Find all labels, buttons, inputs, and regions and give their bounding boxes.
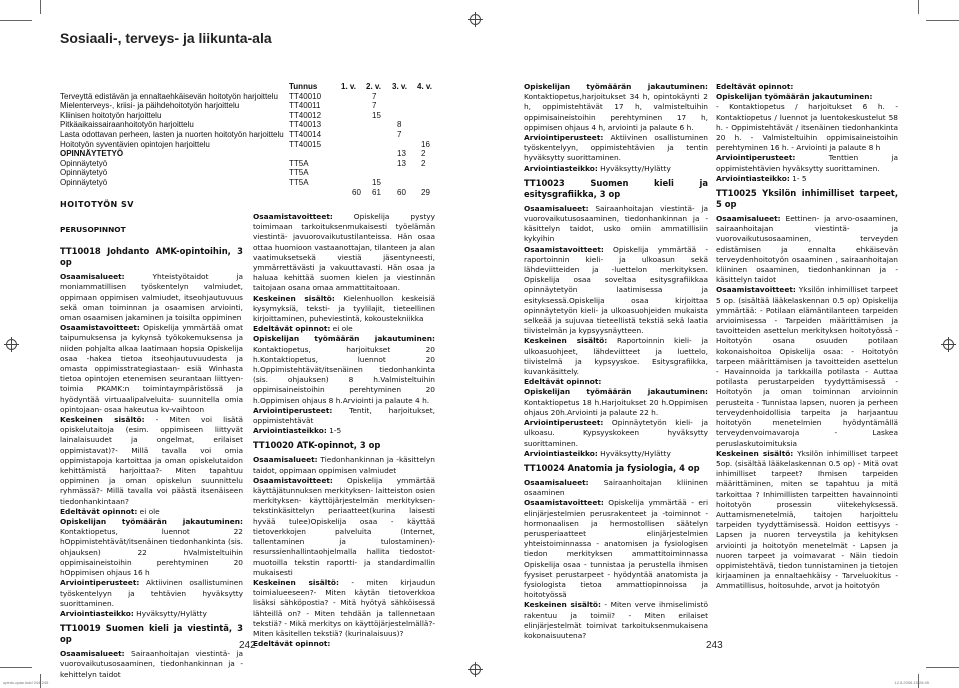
paragraph xyxy=(60,578,243,609)
label: Osaamisalueet: xyxy=(716,214,781,224)
text: - Miten voi lisätä opiskelutaitoja (esim. oppimiseen liittyvät lainalaisuudet ja ongelmat, erilaiset oppimistavat)?- Millä tavalla voi omia oppimistapoja kartoittaa ja oman opiskelutaidon kehittämistä harjoittaa?- Miten tapahtuu oppiminen ja oman opiskelun suunnittelu ryhmässä?- Millä tavalla voi päästä itsenäiseen tiedonhankintaan? xyxy=(60,415,243,506)
paragraph xyxy=(524,387,708,418)
crop-mark xyxy=(926,667,959,668)
section-heading: HOITOTYÖN SV xyxy=(60,200,134,209)
course-table-row xyxy=(60,92,440,102)
table-cell-v4: 16 xyxy=(421,139,430,149)
paragraph xyxy=(253,324,435,334)
table-cell-v4: 2 xyxy=(421,158,426,168)
course-title: TT10020 ATK-opinnot, 3 op xyxy=(253,440,381,451)
course-table-row xyxy=(60,120,440,130)
paragraph xyxy=(253,406,435,426)
registration-mark-icon xyxy=(470,664,481,675)
paragraph xyxy=(524,82,708,133)
table-cell-v2: 15 xyxy=(372,110,381,120)
course-table-row xyxy=(60,130,440,140)
label: Edeltävät opinnot: xyxy=(716,82,794,91)
paragraph xyxy=(253,294,435,325)
course-table-row xyxy=(60,111,440,121)
text: Opiskelija ymmärtää - raportoinnin kieli- ja ulkoasun sekä lähdeviitteiden ja -luettelon merkityksen. Opiskelija osaa soveltaa esitysgrafiikkaa opinnäytetyön laatimisessa ja esityksessä.Opiskelija osaa kirjoittaa opinnäytetyön kieli- ja ulkoasuohjeiden mukaista selkeää ja sujuvaa tieteellistä tekstiä sekä laatia tiivistelmän ja kypsyysnäytteen. xyxy=(524,244,708,336)
label: Osaamisalueet: xyxy=(60,272,125,282)
table-cell-code: TT40012 xyxy=(289,110,322,120)
paragraph xyxy=(253,455,435,475)
registration-mark-icon xyxy=(6,339,17,350)
table-cell-v3: 8 xyxy=(397,120,402,130)
label: Osaamisalueet: xyxy=(60,649,125,659)
label: Osaamistavoitteet: xyxy=(524,244,604,254)
paragraph xyxy=(60,272,243,323)
label: Osaamisalueet: xyxy=(253,455,318,465)
text: Hyväksytty/Hylätty xyxy=(133,608,207,618)
paragraph xyxy=(524,377,708,387)
label: Osaamistavoitteet: xyxy=(253,212,333,221)
label: Arviointiperusteet: xyxy=(253,405,333,415)
text-column-4 xyxy=(716,82,898,592)
table-cell-code: TT5A xyxy=(289,168,309,178)
table-cell-name: Pitkäaikaissairaanhoitotyön harjoittelu xyxy=(60,120,194,130)
label: Edeltävät opinnot: xyxy=(253,324,331,334)
text: Kontaktiopetus, harjoitukset 20 h.Kontaktiopetus, luennot 20 h.Oppimistehtävät/itsenäinen tiedonhankinta (sis. ohjauksen) 8 h.Valmisteltuihin oppimisaineistoihin perehtyminen 20 h.Oppimisen ohjaus 8 h.Arviointi ja palaute 4 h. xyxy=(253,344,435,405)
text: Sairaanhoitajan viestintä- ja vuorovaikutusosaaminen, tiedonhankinnan ja -kehittelyn taidot xyxy=(60,649,243,679)
crop-mark xyxy=(926,20,959,21)
label: Opiskelijan työmäärän jakautuminen: xyxy=(253,334,435,344)
text: Eettinen- ja arvo-osaaminen, sairaanhoitajan viestintä- ja vuorovaikutusosaaminen, terveyden edistämisen ja ennalta ehkäisevän terveydenhoitotyön osaaminen , sairaanhoitajan kliininen osaaminen, tiedonhankinnan ja -käsittelyn taidot xyxy=(716,214,898,285)
text: Opiskelija ymmärtää - eri elinjärjestelmien perusrakenteet ja -toiminnot - hormonaalisen ja hermostollisen säätelyn perusperiaatteet elinjärjestelmien yhteistoiminnassa - anatomisen ja fysiologisen tiedon merkityksen ammattitoiminnassa Opiskelija osaa - tunnistaa ja perustella ihmisen fyysiset perustarpeet - hyödyntää anatomista ja fysiologista tietoa ammattiopinnoissa ja hoitotyössä xyxy=(524,498,708,600)
text: Kielenhuollon keskeisiä kysymyksiä, teksti- ja tyylilajit, tieteellinen kirjoittaminen, puheviestintä, kokoustekniikka xyxy=(253,293,435,324)
paragraph xyxy=(524,449,708,459)
course-table-row xyxy=(60,149,440,159)
table-cell-code: TT40010 xyxy=(289,91,322,101)
table-cell-code: TT5A xyxy=(289,158,309,168)
paragraph xyxy=(60,517,243,578)
crop-mark xyxy=(0,667,32,668)
paragraph xyxy=(716,214,898,285)
text: Kontaktiopetus,harjoitukset 34 h, opintokäynti 2 h, oppimistehtävät 17 h, valmisteltuihin oppimisaineistoihin perehtyminen 17 h, oppimisen ohjaus 4 h, arviointi ja palaute 6 h. xyxy=(524,92,708,132)
course-table xyxy=(60,82,440,197)
text: 1-5 xyxy=(326,426,342,436)
header-year2: 2. v. xyxy=(366,82,381,91)
table-cell-v4: 2 xyxy=(421,149,426,159)
paragraph xyxy=(253,426,435,436)
paragraph xyxy=(60,415,243,507)
header-year4: 4. v. xyxy=(417,82,432,91)
registration-mark-icon xyxy=(943,339,954,350)
text: Hyväksytty/Hylätty xyxy=(597,163,671,173)
table-cell-code: TT40015 xyxy=(289,139,322,149)
text: Aktiivinen osallistuminen työskentelyyn ja tehtävien hyväksytty suorittaminen. xyxy=(60,578,243,608)
paragraph xyxy=(524,478,708,498)
text: Aktiivinen osallistuminen työskentelyyn, oppimistehtävien ja tentin hyväksytty suorittaminen. xyxy=(524,133,708,163)
text: Sairaanhoitajan kliininen osaaminen xyxy=(524,477,708,498)
paragraph xyxy=(716,92,898,102)
paragraph xyxy=(716,174,898,184)
label: Arviointiasteikko: xyxy=(60,608,134,618)
text: Yksilön inhimilliset tarpeet 5 op. (sisältää lääkelaskennan 0.5 op) Opiskelija ymmärtää: - Potilaan elämäntilanteen tarpeiden arvioimisessa - Tarpeiden määrittämisen ja tavoitteiden asettelun merkityksen hoitotyössä - Hoitotyön osana osuuden potilaan kokonaishoitoa Opiskelija osaa: - Hoitotyön tarpeen määrittämisen ja tavoitteiden asettelun - Havainnoida ja tarkkailla potilasta - Auttaa potilasta perustarpeiden tyydyttämisessä - Hoitotyön ja oman toiminnan arvioinnin perusteita - Tunnistaa lapsen, nuoren ja perheen terveydenhoidollisia tarpeita ja harjaantuu hoitotyön menetelmien hyödyntämällä terveydenvoimavaroja - Laskea peruslaskutoimituksia xyxy=(716,285,898,448)
crop-mark xyxy=(0,20,32,21)
text: Opinnäytetyön kieli- ja ulkoasu. Kypsyyskokeen hyväksytty suorittaminen. xyxy=(524,418,708,448)
paragraph xyxy=(253,212,435,294)
course-table-row xyxy=(60,140,440,150)
label: Edeltävät opinnot: xyxy=(524,377,602,387)
table-cell-v3: 13 xyxy=(397,149,406,159)
page-number-right: 243 xyxy=(706,640,723,651)
text-column-3 xyxy=(524,82,708,641)
label: Opiskelijan työmäärän jakautuminen: xyxy=(60,517,243,527)
label: Osaamisalueet: xyxy=(524,203,589,213)
course-table-row xyxy=(60,188,440,198)
text: Kontaktiopetus, luennot 22 hOppimistehtävät/itsenäinen tiedonhankinta (sis. ohjauksen) 22 hValmisteltuihin oppimisaineistoihin perehtyminen 20 hOppimisen ohjaus 16 h xyxy=(60,527,243,578)
course-title: TT10019 Suomen kieli ja viestintä, 3 op xyxy=(60,623,243,645)
table-cell-v3: 7 xyxy=(397,129,402,139)
label: Arviointiperusteet: xyxy=(524,418,604,428)
paragraph xyxy=(60,507,243,517)
header-year3: 3. v. xyxy=(392,82,407,91)
paragraph xyxy=(716,102,898,153)
label: Edeltävät opinnot: xyxy=(253,639,331,649)
text: Tenttien ja oppimistehtävien hyväksytty suorittaminen. xyxy=(716,153,898,173)
text: - Kontaktiopetus / harjoitukset 6 h. - Kontaktiopetus / luennot ja luentokeskustelut 58 h. - Oppimistehtävät / itsenäinen tiedonhankinta 20 h. - Valmisteltuihin oppimisaineistoihin perehtyminen 16 h. - Arviointi ja palaute 8 h xyxy=(716,102,898,153)
course-table-row xyxy=(60,168,440,178)
text: - miten kirjaudun toimialueeseen?- Miten käytän tietoverkkoa lisäksi sähköpostia? - Mitä hyötyä sähköisessä lähteillä on? - Miten tehdään ja tallennetaan tekstiä? - Mikä merkitys on käyttöjärjestelmällä?- Miten käsitellen tekstiä? (kurinalaisuus)? xyxy=(253,577,436,638)
spread-title: Sosiaali-, terveys- ja liikunta-ala xyxy=(60,30,272,46)
label: Arviointiperusteet: xyxy=(60,578,140,588)
text: ei ole xyxy=(137,506,160,516)
table-cell-name: Lasta odottavan perheen, lasten ja nuorten hoitotyön harjoittelu xyxy=(60,129,284,139)
course-table-row xyxy=(60,178,440,188)
table-cell-v2: 61 xyxy=(372,187,381,197)
text: Tentit, harjoitukset, oppimistehtävät xyxy=(253,405,435,426)
slug-right: 12.8.2008 15:26:45 xyxy=(894,680,929,685)
crop-mark xyxy=(40,0,41,14)
text: Sairaanhoitajan viestintä- ja vuorovaikutusosaaminen, tiedonhankinnan ja -käsittelyn taidot, usko omiin ammatillisiin kykyihin xyxy=(524,203,708,244)
label: Arviointiasteikko: xyxy=(524,448,598,458)
label: Arviointiperusteet: xyxy=(524,133,604,143)
label: Osaamistavoitteet: xyxy=(716,285,796,295)
text: Yhteistyötaidot ja moniammatillisen työskentelyn valmiudet, oppimaan oppimisen valmiudet, itseohjautuvuus sekä oman toiminnan ja osaamisen arviointi, oman osaamisen jakaminen ja toisilta oppiminen xyxy=(60,272,243,323)
course-title: TT10018 Johdanto AMK-opintoihin, 3 op xyxy=(60,246,243,268)
label: Arviointiasteikko: xyxy=(716,173,790,183)
label: Opiskelijan työmäärän jakautuminen: xyxy=(524,82,708,91)
course-table-row xyxy=(60,159,440,169)
table-cell-code: TT40011 xyxy=(289,101,321,111)
paragraph xyxy=(253,476,435,578)
table-cell-v4: 29 xyxy=(421,187,430,197)
label: Opiskelijan työmäärän jakautuminen: xyxy=(524,387,708,397)
label: Osaamistavoitteet: xyxy=(60,323,140,333)
label: Opiskelijan työmäärän jakautuminen: xyxy=(716,92,873,102)
label: Arviointiasteikko: xyxy=(253,426,327,436)
table-cell-name: Opinnäytetyö xyxy=(60,158,108,168)
label: Osaamistavoitteet: xyxy=(253,475,333,485)
label: Keskeinen sisältö: xyxy=(524,336,608,346)
label: Keskeinen sisältö: xyxy=(253,293,335,303)
table-cell-name: Opinnäytetyö xyxy=(60,168,108,178)
label: Osaamistavoitteet: xyxy=(524,498,604,508)
paragraph xyxy=(524,164,708,174)
table-cell-name: Terveyttä edistävän ja ennaltaehkäisevän hoitotyön harjoittelu xyxy=(60,91,278,101)
course-table-header xyxy=(60,82,440,92)
text: Opiskelija pystyy toimimaan tarkoituksenmukaisesti työelämän viestintä- javuorovaikutustilanteissa. Hän osaa ottaa huomioon vastaanottajan, tilanteen ja alan vaatimuksetsekä viestiä jäsentyneesti, ymmärrettävästi ja vakuuttavasti. Hän osaa ja haluaa kehittää suomen kielen ja viestinnän taitojaan osana omaa ammattitaitoaan. xyxy=(253,212,435,293)
slug-left: opinto-opas.indd 244-245 xyxy=(3,680,49,685)
table-cell-name: Mielenterveys-, kriisi- ja päihdehoitotyön harjoittelu xyxy=(60,101,240,111)
paragraph xyxy=(253,334,435,405)
label: Keskeinen sisältö: xyxy=(253,577,339,587)
course-title: TT10023 Suomen kieli ja esitysgrafiikka, 3 op xyxy=(524,177,708,199)
course-title: TT10025 Yksilön inhimilliset tarpeet, 5 op xyxy=(716,188,898,210)
text: Opiskelija ymmärtää omat taipumuksensa ja kykynsä työkokemuksensa ja niiden pohjalta alkaa laatimaan hopsia Opiskelija osaa -hakea tietoa itseohjautuvuudesta ja omasta oppimisstrategiastaan- esiä Winhasta tietoa opintojen etenemisen seurantaan liittyen- toimia PKAMK:n toimintaympäristössä ja hyödyntää virtuaalipalveluita- suunnitella omia opintojaan- osaa hakeutua kv-vaihtoon xyxy=(60,323,243,414)
paragraph xyxy=(524,204,708,245)
label: Keskeinen sisältö: xyxy=(60,415,145,425)
paragraph xyxy=(524,600,708,641)
table-cell-v2: 7 xyxy=(372,91,377,101)
paragraph xyxy=(716,153,898,173)
table-cell-v2: 7 xyxy=(372,101,377,111)
label: Arviointiperusteet: xyxy=(716,153,796,163)
label: Arviointiasteikko: xyxy=(524,163,598,173)
paragraph xyxy=(524,133,708,164)
header-code: Tunnus xyxy=(289,82,318,91)
table-cell-name: Opinnäytetyö xyxy=(60,177,108,187)
subheading: PERUSOPINNOT xyxy=(60,225,126,234)
header-year1: 1. v. xyxy=(341,82,356,91)
table-cell-name: OPINNÄYTETYÖ xyxy=(60,149,124,159)
label: Keskeinen sisältö: xyxy=(716,448,794,458)
table-cell-v3: 13 xyxy=(397,158,406,168)
paragraph xyxy=(716,285,898,448)
table-cell-name: Kliinisen hoitotyön harjoittelu xyxy=(60,110,162,120)
registration-mark-icon xyxy=(470,14,481,25)
paragraph xyxy=(253,578,435,639)
label: Keskeinen sisältö: xyxy=(524,600,601,610)
paragraph xyxy=(524,418,708,449)
text: Kontaktiopetus 18 h.Harjoitukset 20 h.Oppimisen ohjaus 20h.Arviointi ja palaute 22 h. xyxy=(524,397,708,417)
text-column-2 xyxy=(253,212,435,649)
paragraph xyxy=(716,449,898,592)
course-table-row xyxy=(60,101,440,111)
table-cell-v3: 60 xyxy=(397,187,406,197)
text: Raportoinnin kieli- ja ulkoasuohjeet, lähdeviitteet ja luettelo, tiivistelmä ja kypsyyskoe. Esitysgrafiikka, kuvankäsittely. xyxy=(524,336,709,377)
paragraph xyxy=(716,82,898,92)
label: Edeltävät opinnot: xyxy=(60,506,138,516)
text: Opiskelija ymmärtää käyttäjätunnuksen merkityksen- laitteiston osien merkityksen- käyttöjärjestelmän merkityksen- tekstinkäsittelyn periaatteet(kurina laisesti hyvää tulee)Opiskelija osaa - käyttää tietoverkkojen palveluita (Internet, tallentaminen ja tulostaminen)- resurssienhallintaohjelmalla hallita tiedostot- muotoilla tekstin raportti- ja standardimallin mukaisesti xyxy=(253,475,435,577)
crop-mark xyxy=(918,0,919,14)
paragraph xyxy=(253,639,435,649)
paragraph xyxy=(60,323,243,415)
text-column-1 xyxy=(60,225,243,680)
table-cell-v2: 15 xyxy=(372,177,381,187)
course-title: TT10024 Anatomia ja fysiologia, 4 op xyxy=(524,462,700,473)
text: Hyväksytty/Hylätty xyxy=(597,448,671,458)
table-cell-name: Hoitotyön syventävien opintojen harjoittelu xyxy=(60,139,210,149)
paragraph xyxy=(524,336,708,377)
table-cell-v1: 60 xyxy=(352,187,361,197)
text: Yksilön inhimilliset tarpeet 5op. (sisältää lääkelaskennan 0.5 op) - Mitä ovat inhimilliset tarpeet? Ihmisen tarpeiden määrittäminen, miten se tapahtuu ja mitä tarkoittaa ? Inhimillisten tarpeitten havainnointi hoitotyön prosessin viitekehyksessä. Auttamismenetelmiä, taitojen harjoittelu tarpeiden tyydyttämisessä. Hoidon eettisyys - Lapsen ja nuoren terveystila ja kehityksen arviointi ja hoitotyön menetelmät - Lapsen ja nuoren tarpeet ja voimavarat - Näin tiedoin oppimistehtävä, tiedon tunnistaminen ja tietojen kirjaaminen ja ennaltaehkäisy - Tarveluokitus - Ammatillisus, hoitosuhde, arvot ja hoitotyön xyxy=(716,448,898,591)
paragraph xyxy=(60,609,243,619)
table-cell-code: TT40014 xyxy=(289,129,322,139)
paragraph xyxy=(524,498,708,600)
text: Tiedonhankinnan ja -käsittelyn taidot, oppimaan oppimisen valmiudet xyxy=(253,455,435,475)
text: 1- 5 xyxy=(789,173,807,183)
label: Osaamisalueet: xyxy=(524,477,589,487)
text: - Miten verve ihmiselimistö rakentuu ja toimii? - Miten erilaiset elinjärjestelmät toimivat tarkoituksenmukaisena kokonaisuutena? xyxy=(524,600,708,640)
page-number-left: 242 xyxy=(239,640,256,651)
paragraph xyxy=(60,649,243,680)
text: ei ole xyxy=(330,324,353,334)
paragraph xyxy=(524,245,708,337)
table-cell-code: TT5A xyxy=(289,177,309,187)
table-cell-code: TT40013 xyxy=(289,120,322,130)
